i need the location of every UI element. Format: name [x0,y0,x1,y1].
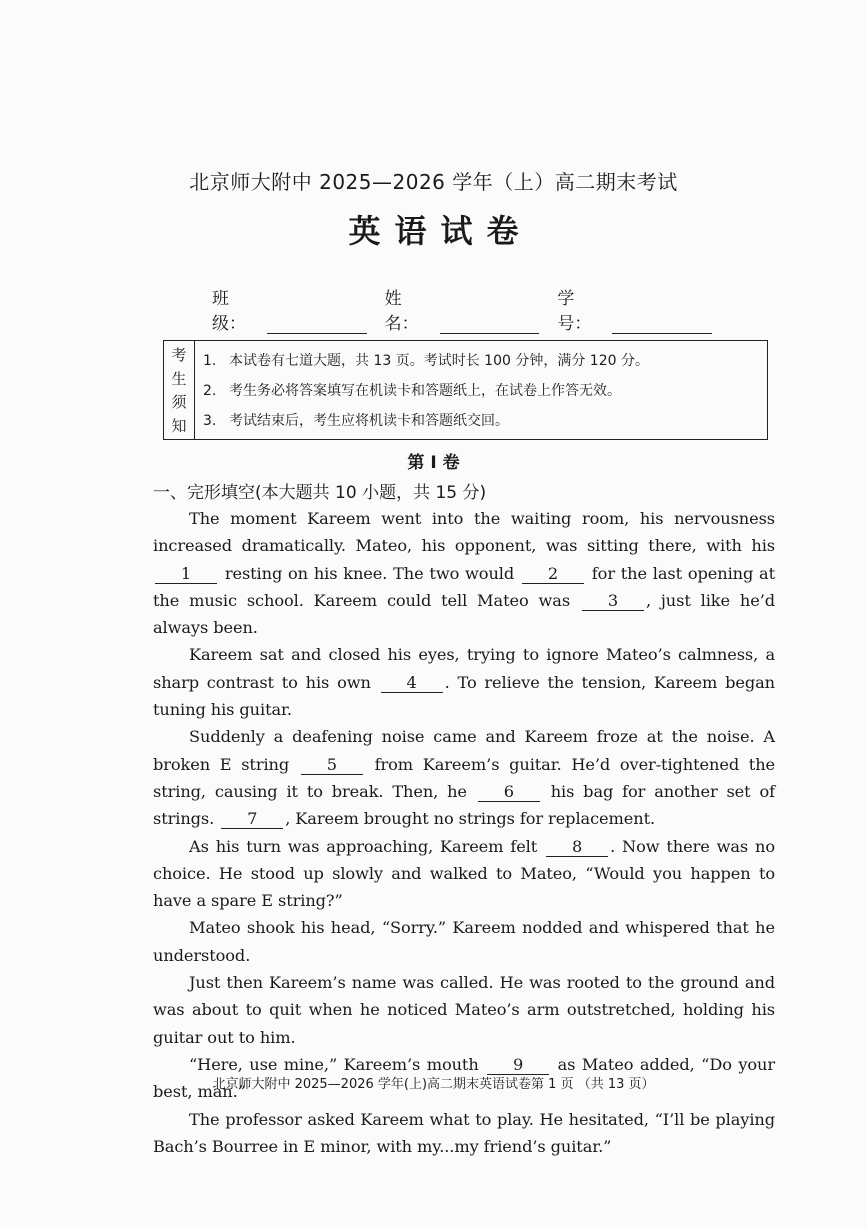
passage-text: Suddenly a deafening noise came and Kareem froze at the noise. A broken E string [153,727,775,774]
answer-blank[interactable]: 1 [155,564,217,584]
passage-text: from Kareem’s guitar. He’d over-tightened the string, causing it to break. Then, he [153,754,776,801]
passage-text: Kareem sat and closed his eyes, trying to ignore Mateo’s calmness, a sharp contrast to his own [153,645,775,692]
cloze-passage [153,505,775,1160]
passage-text: resting on his knee. The two would [224,563,515,583]
notice-item [203,410,767,430]
notice-side-char: 生 [171,369,187,388]
passage-paragraph [153,833,775,915]
page-footer: 北京师大附中 2025—2026 学年(上)高二期末英语试卷第 1 页 （共 13 页） [212,1077,655,1092]
student-id-blank-line[interactable] [612,317,712,334]
passage-text: as Mateo added, “Do your best, man.” [153,1054,776,1102]
student-id-label: 学号： [557,289,592,334]
section-title: 一、完形填空(本大题共 10 小题，共 15 分) [153,483,487,503]
notice-item-number: 1. [203,353,217,369]
answer-blank[interactable]: 9 [487,1055,549,1075]
notice-side-char: 考 [171,346,187,365]
answer-blank[interactable]: 8 [546,837,608,857]
passage-paragraph [153,505,775,641]
answer-blank[interactable]: 6 [478,782,540,802]
candidate-notice-box [163,340,768,440]
notice-items [195,341,767,439]
notice-item [203,380,767,400]
passage-paragraph [153,641,775,723]
passage-text: , just like he’d always been. [153,590,775,638]
name-label: 姓名： [384,289,419,334]
notice-side-label [164,341,195,439]
notice-item-number: 2. [203,383,217,399]
student-id-field[interactable] [557,284,712,334]
passage-paragraph [153,723,775,832]
notice-side-char: 知 [171,416,187,435]
exam-subject-title: 英语试卷 [348,212,533,250]
passage-text: . To relieve the tension, Kareem began tuning his guitar. [153,672,775,720]
exam-header-title: 北京师大附中 2025—2026 学年（上）高二期末考试 [189,170,678,194]
passage-text: for the last opening at the music school. Kareem could tell Mateo was [153,563,776,610]
passage-text: As his turn was approaching, Kareem felt [189,836,538,856]
passage-text: “Here, use mine,” Kareem’s mouth [189,1054,479,1074]
notice-item-text: 考试结束后，考生应将机读卡和答题纸交回。 [229,413,509,429]
passage-text: . Now there was no choice. He stood up slowly and walked to Mateo, “Would you happen to have a spare E string?” [153,836,775,911]
passage-paragraph: The professor asked Kareem what to play. He hesitated, “I’ll be playing Bach’s Bourree in E minor, with my...my friend’s guitar.” [153,1109,775,1156]
class-field[interactable] [212,284,367,334]
answer-blank[interactable]: 2 [522,564,584,584]
passage-text: his bag for another set of strings. [153,781,775,829]
notice-item [203,350,767,370]
class-label: 班级： [212,289,246,334]
notice-item-text: 本试卷有七道大题，共 13 页。考试时长 100 分钟，满分 120 分。 [229,353,649,369]
passage-paragraph: Mateo shook his head, “Sorry.” Kareem nodded and whispered that he understood. [153,918,775,965]
answer-blank[interactable]: 7 [221,809,283,829]
notice-item-number: 3. [203,413,217,429]
class-blank-line[interactable] [267,317,367,334]
answer-blank[interactable]: 5 [301,755,363,775]
name-blank-line[interactable] [440,317,540,334]
passage-paragraph: Just then Kareem’s name was called. He was rooted to the ground and was about to quit when he noticed Mateo’s arm outstretched, holding his guitar out to him. [153,973,775,1047]
volume-title: 第 I 卷 [407,453,460,473]
notice-item-text: 考生务必将答案填写在机读卡和答题纸上，在试卷上作答无效。 [229,383,621,399]
passage-text: , Kareem brought no strings for replacement. [285,809,656,829]
student-info-fields [212,284,712,334]
passage-text: The moment Kareem went into the waiting room, his nervousness increased dramatically. Mateo, his opponent, was sitting there, with his [153,509,775,556]
answer-blank[interactable]: 3 [582,591,644,611]
notice-side-char: 须 [171,393,187,412]
name-field[interactable] [385,284,540,334]
answer-blank[interactable]: 4 [381,673,443,693]
